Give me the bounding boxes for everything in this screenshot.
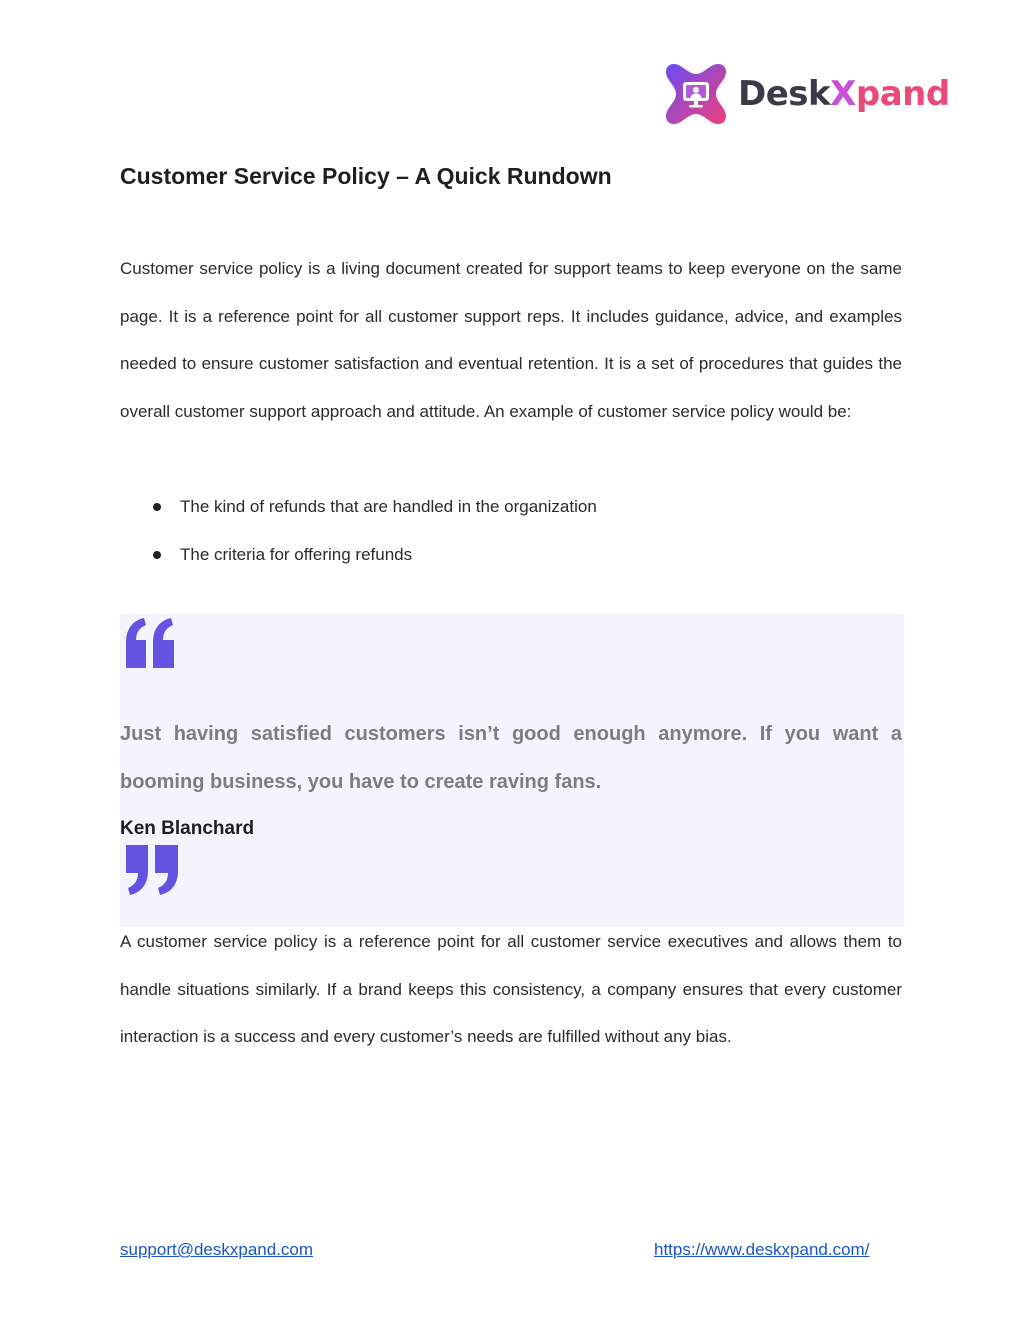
logo-text-pand: pand <box>855 74 950 114</box>
deskxpand-logo-icon <box>664 62 728 126</box>
bullet-icon <box>153 551 161 559</box>
quote-author: Ken Blanchard <box>120 818 255 839</box>
quote-block <box>120 614 904 927</box>
list-item <box>120 531 902 579</box>
bullet-icon <box>153 503 161 511</box>
close-quote-icon <box>122 845 182 895</box>
deskxpand-logo <box>664 61 950 127</box>
list-item <box>120 483 902 531</box>
closing-paragraph: A customer service policy is a reference point for all customer service executives and allows them to handle situations similarly. If a brand keeps this consistency, a company ensures that every customer interaction is a success and every customer’s needs are fulfilled without any bias. <box>120 932 902 1047</box>
refund-list <box>120 483 902 578</box>
list-item-text: The kind of refunds that are handled in the organization <box>180 497 597 516</box>
logo-wordmark <box>738 74 950 114</box>
logo-text-desk: Desk <box>738 74 831 114</box>
open-quote-icon <box>122 618 178 668</box>
intro-paragraph: Customer service policy is a living document created for support teams to keep everyone on the same page. It is a reference point for all customer support reps. It includes guidance, advice, and examples needed to ensure customer satisfaction and eventual retention. It is a set of procedures that guides the overall customer support approach and attitude. An example of customer service policy would be: <box>120 259 902 421</box>
page-title: Customer Service Policy – A Quick Rundown <box>120 163 612 189</box>
quote-text: Just having satisfied customers isn’t good enough anymore. If you want a booming business, you have to create raving fans. <box>120 723 902 793</box>
logo-text-x: X <box>830 74 856 114</box>
website-link[interactable]: https://www.deskxpand.com/ <box>654 1240 870 1259</box>
list-item-text: The criteria for offering refunds <box>180 544 413 564</box>
support-email-link[interactable]: support@deskxpand.com <box>120 1240 314 1259</box>
